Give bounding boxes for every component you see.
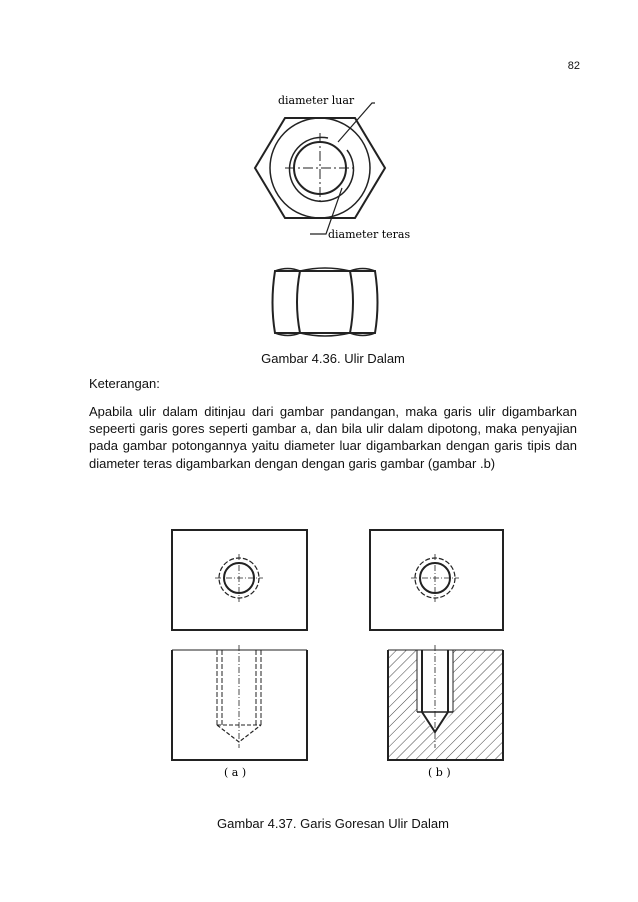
figure-caption-4-36: Gambar 4.36. Ulir Dalam bbox=[261, 351, 405, 366]
outer-thread-arc bbox=[290, 137, 354, 201]
label-diameter-teras: diameter teras bbox=[328, 228, 411, 241]
nut-side-view bbox=[273, 271, 378, 333]
view-b-top bbox=[370, 530, 503, 630]
figure-caption-4-37: Gambar 4.37. Garis Goresan Ulir Dalam bbox=[217, 816, 449, 831]
body-paragraph: Apabila ulir dalam ditinjau dari gambar pandangan, maka garis ulir digambarkan sepeerti garis gores seperti gambar a, dan bila ulir dalam dipotong, maka penyajian pada gambar potongannya yaitu diameter luar digambarkan dengan garis tipis dan diameter teras digambarkan dengan dengan garis gambar (gambar .b) bbox=[89, 404, 577, 471]
view-a-section bbox=[172, 645, 307, 760]
view-a-top bbox=[172, 530, 307, 630]
core-circle bbox=[294, 142, 346, 194]
label-a: ( a ) bbox=[224, 766, 247, 779]
label-diameter-luar: diameter luar bbox=[278, 94, 355, 107]
page-number: 82 bbox=[567, 60, 580, 72]
label-b: ( b ) bbox=[428, 766, 451, 779]
thread-views-drawing bbox=[160, 520, 505, 785]
nut-drawing bbox=[230, 88, 430, 338]
keterangan-heading: Keterangan: bbox=[89, 376, 160, 391]
view-b-section bbox=[388, 645, 503, 760]
